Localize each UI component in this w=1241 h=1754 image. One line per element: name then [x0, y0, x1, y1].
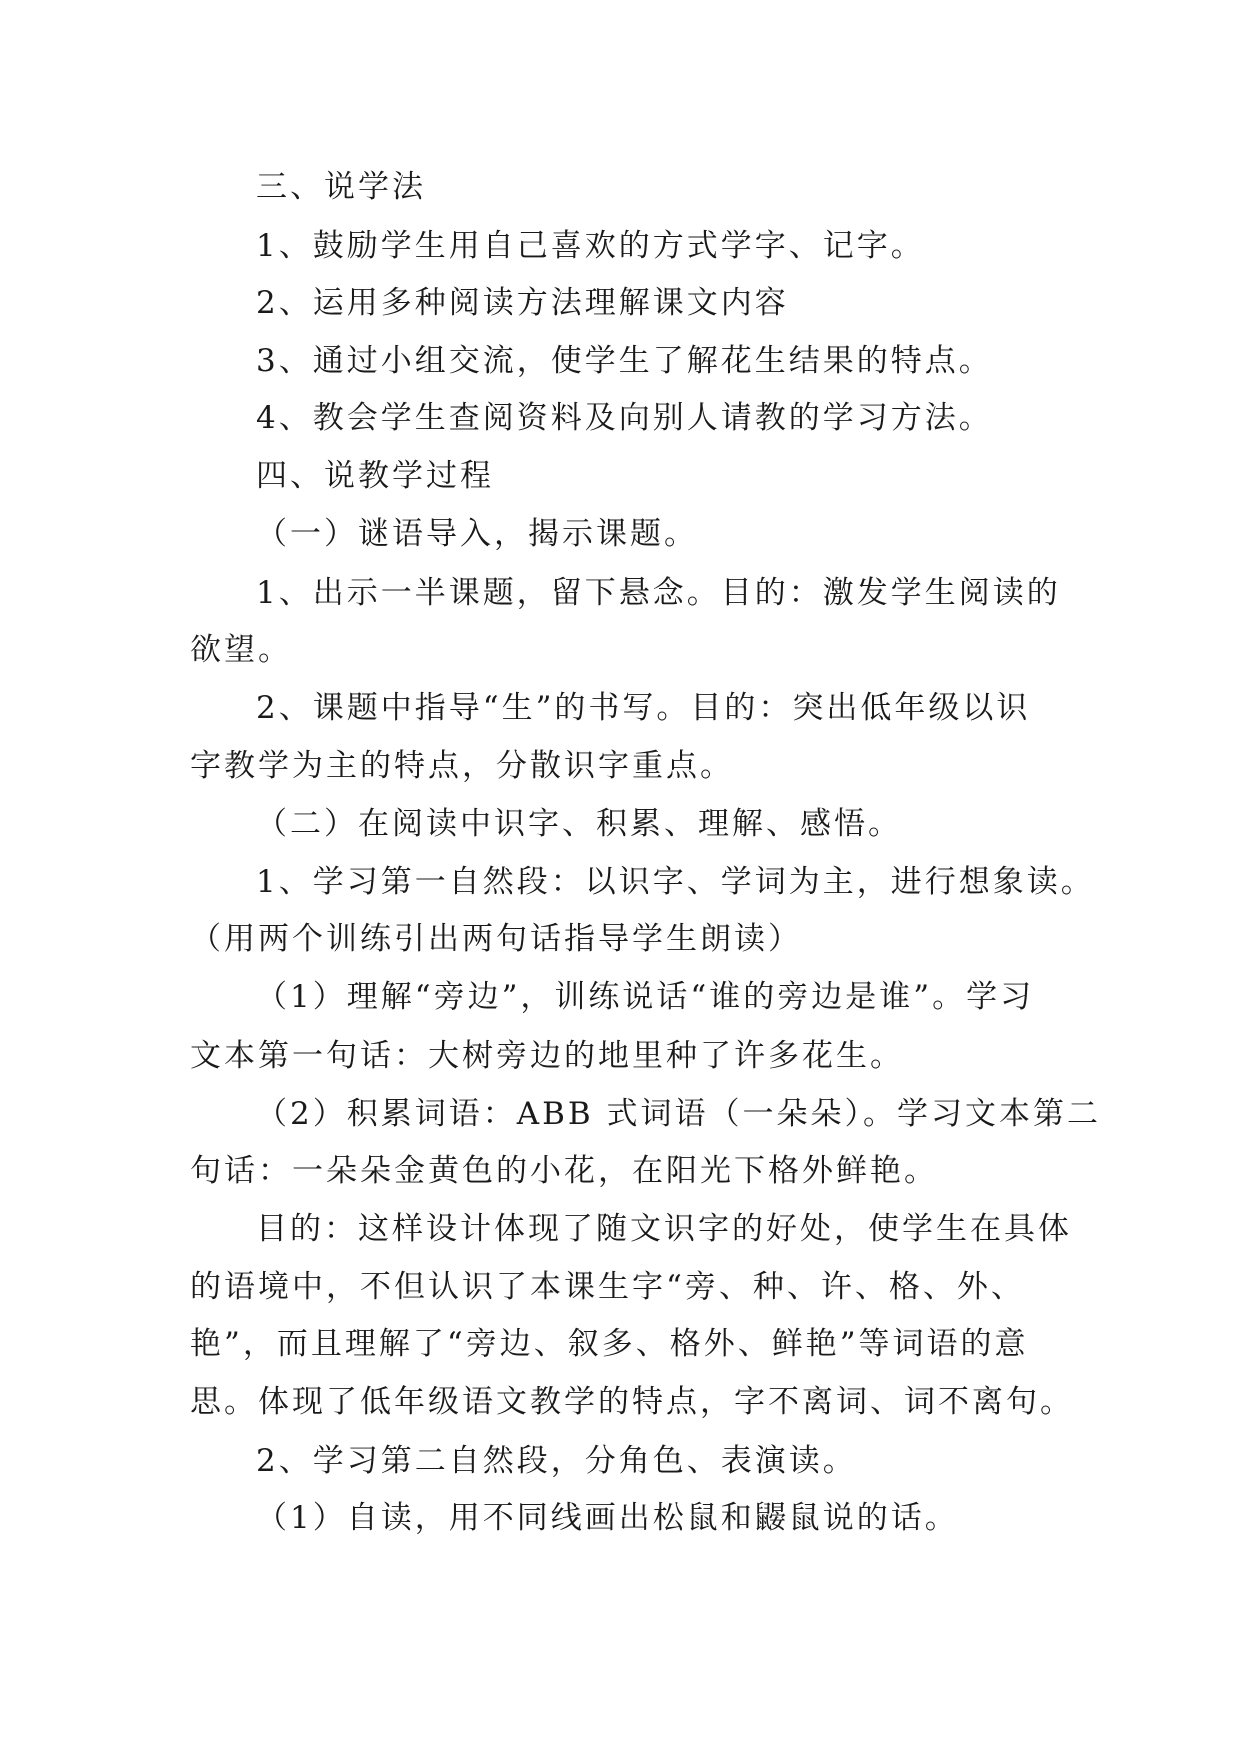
paragraph-line: 目的：这样设计体现了随文识字的好处，使学生在具体 — [256, 1211, 1072, 1247]
paragraph-line: 1、学习第一自然段：以识字、学词为主，进行想象读。 — [256, 864, 1095, 900]
subsection-heading: （二）在阅读中识字、积累、理解、感悟。 — [256, 806, 902, 842]
paragraph-line: 文本第一句话：大树旁边的地里种了许多花生。 — [190, 1038, 904, 1074]
paragraph-line: 2、运用多种阅读方法理解课文内容 — [256, 285, 789, 321]
paragraph-line: 思。体现了低年级语文教学的特点，字不离词、词不离句。 — [190, 1384, 1074, 1420]
paragraph-line: 4、教会学生查阅资料及向别人请教的学习方法。 — [256, 400, 993, 436]
paragraph-line: 句话：一朵朵金黄色的小花，在阳光下格外鲜艳。 — [190, 1153, 938, 1189]
paragraph-line: 艳”，而且理解了“旁边、叙多、格外、鲜艳”等词语的意 — [190, 1326, 1029, 1362]
paragraph-line: 2、课题中指导“生”的书写。目的：突出低年级以识 — [256, 690, 1031, 726]
paragraph-line: 的语境中，不但认识了本课生字“旁、种、许、格、外、 — [190, 1269, 1025, 1305]
paragraph-line: 欲望。 — [190, 632, 292, 668]
paragraph-line: 字教学为主的特点，分散识字重点。 — [190, 748, 734, 784]
section-heading-study-method: 三、说学法 — [256, 169, 426, 205]
paragraph-line: （用两个训练引出两句话指导学生朗读） — [190, 921, 802, 957]
paragraph-line: 2、学习第二自然段，分角色、表演读。 — [256, 1443, 857, 1479]
paragraph-line: （1）理解“旁边”，训练说话“谁的旁边是谁”。学习 — [256, 979, 1035, 1015]
paragraph-line: （1）自读，用不同线画出松鼠和鼹鼠说的话。 — [256, 1500, 959, 1536]
paragraph-line: 3、通过小组交流，使学生了解花生结果的特点。 — [256, 343, 993, 379]
section-heading-teaching-process: 四、说教学过程 — [256, 458, 494, 494]
subsection-heading: （一）谜语导入，揭示课题。 — [256, 516, 698, 552]
paragraph-line: 1、出示一半课题，留下悬念。目的：激发学生阅读的 — [256, 575, 1061, 611]
paragraph-line: 1、鼓励学生用自己喜欢的方式学字、记字。 — [256, 228, 925, 264]
paragraph-line: （2）积累词语：ABB 式词语（一朵朵）。学习文本第二 — [256, 1096, 1102, 1132]
